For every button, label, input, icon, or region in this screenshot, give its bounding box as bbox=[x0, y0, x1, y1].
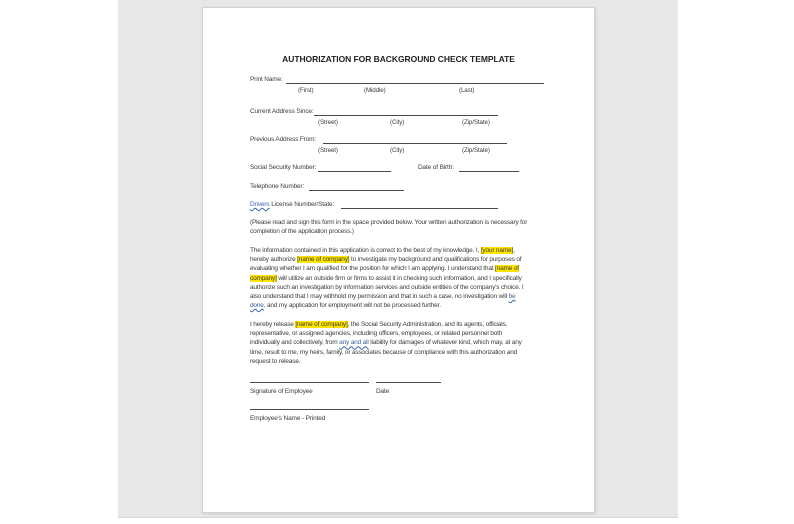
document-page bbox=[202, 7, 595, 513]
drivers-license-label bbox=[250, 201, 334, 208]
text-line bbox=[250, 320, 560, 329]
text-segment: completion of the application process.) bbox=[250, 228, 354, 236]
current-zip-state-sublabel: (Zip/State) bbox=[462, 119, 490, 126]
text-segment: (Please read and sign this form in the space provided below. Your written authorization is necessary for bbox=[250, 219, 528, 226]
telephone-label: Telephone Number: bbox=[250, 183, 305, 190]
text-segment: also understand that I may withhold my permission and that in such a case, no investigation will bbox=[250, 292, 509, 300]
spellcheck-flagged-text: done bbox=[250, 302, 264, 310]
current-city-sublabel: (City) bbox=[390, 119, 405, 126]
text-line bbox=[250, 348, 560, 357]
text-segment: I hereby release bbox=[250, 321, 296, 328]
print-name-label: Print Name: bbox=[250, 76, 283, 83]
spellcheck-flagged-text: Drivers bbox=[250, 201, 270, 208]
date-of-birth-blank-line bbox=[459, 171, 519, 172]
release-paragraph bbox=[250, 320, 560, 366]
text-line bbox=[250, 227, 560, 236]
printed-name-blank-line bbox=[250, 409, 369, 410]
text-segment: will utilize an outside firm or firms to assist it in checking such information, and I specifically bbox=[276, 274, 522, 282]
text-line bbox=[250, 264, 560, 273]
previous-street-sublabel: (Street) bbox=[318, 147, 338, 154]
text-segment: request to release. bbox=[250, 357, 301, 365]
date-label: Date bbox=[376, 388, 390, 395]
first-name-sublabel: (First) bbox=[298, 87, 314, 94]
previous-city-sublabel: (City) bbox=[390, 147, 405, 154]
print-name-blank-line bbox=[286, 83, 544, 84]
text-line bbox=[250, 338, 560, 347]
text-segment: The information contained in this application is correct to the best of my knowledge. I, bbox=[250, 247, 481, 254]
text-line bbox=[250, 357, 560, 366]
current-address-label: Current Address Since: bbox=[250, 108, 314, 115]
previous-address-label: Previous Address From: bbox=[250, 136, 317, 143]
ssn-blank-line bbox=[318, 171, 391, 172]
previous-address-blank-line bbox=[323, 143, 507, 144]
text-segment: individually and collectively, from bbox=[250, 339, 340, 347]
text-line bbox=[250, 246, 560, 255]
text-line bbox=[250, 301, 560, 310]
previous-zip-state-sublabel: (Zip/State) bbox=[462, 147, 490, 154]
current-address-blank-line bbox=[314, 115, 498, 116]
date-of-birth-label: Date of Birth: bbox=[418, 164, 454, 171]
signature-blank-line bbox=[250, 382, 369, 383]
instruction-note bbox=[250, 218, 560, 236]
text-segment: representative, or assigned agencies, including officers, employees, or related personnel both bbox=[250, 330, 503, 338]
highlighted-placeholder: [name of company] bbox=[295, 321, 348, 328]
text-line bbox=[250, 283, 560, 292]
employee-printed-name-label: Employee's Name - Printed bbox=[250, 415, 326, 422]
text-segment: to investigate my background and qualifications for purposes of bbox=[349, 256, 522, 264]
spellcheck-flagged-text: any and all bbox=[339, 339, 369, 347]
text-segment: authorize such an investigation by information services and outside entities of the company's choice. I bbox=[250, 283, 524, 291]
text-segment: time, result to me, my heirs, family, or associates because of compliance with this authorization and bbox=[250, 348, 518, 356]
highlighted-placeholder: company] bbox=[250, 274, 277, 282]
signature-of-employee-label: Signature of Employee bbox=[250, 388, 313, 395]
middle-name-sublabel: (Middle) bbox=[364, 87, 386, 94]
text-line bbox=[250, 255, 560, 264]
date-blank-line bbox=[376, 382, 441, 383]
text-line bbox=[250, 274, 560, 283]
spellcheck-flagged-text: be bbox=[508, 292, 516, 300]
text-segment: liability for damages of whatever kind, which may, at any bbox=[368, 339, 522, 347]
highlighted-placeholder: [your name] bbox=[480, 247, 514, 254]
text-segment: evaluating whether I am qualified for the position for which I am applying. I understand that bbox=[250, 265, 496, 273]
highlighted-placeholder: [name of company] bbox=[297, 256, 350, 264]
text-line bbox=[250, 218, 560, 227]
text-segment: hereby authorize bbox=[250, 256, 298, 264]
text-line bbox=[250, 292, 560, 301]
text-segment: License Number/State: bbox=[269, 201, 335, 208]
highlighted-placeholder: [name of bbox=[495, 265, 519, 273]
last-name-sublabel: (Last) bbox=[459, 87, 475, 94]
telephone-blank-line bbox=[309, 190, 404, 191]
text-segment: , bbox=[513, 247, 515, 254]
text-segment: , the Social Security Administration, and its agents, officials, bbox=[347, 321, 508, 328]
document-title: AUTHORIZATION FOR BACKGROUND CHECK TEMPLATE bbox=[282, 54, 515, 64]
current-street-sublabel: (Street) bbox=[318, 119, 338, 126]
authorization-paragraph bbox=[250, 246, 560, 310]
text-line bbox=[250, 329, 560, 338]
text-segment: , and my application for employment will not be processed further. bbox=[263, 302, 441, 310]
drivers-license-blank-line bbox=[341, 208, 498, 209]
ssn-label: Social Security Number: bbox=[250, 164, 317, 171]
